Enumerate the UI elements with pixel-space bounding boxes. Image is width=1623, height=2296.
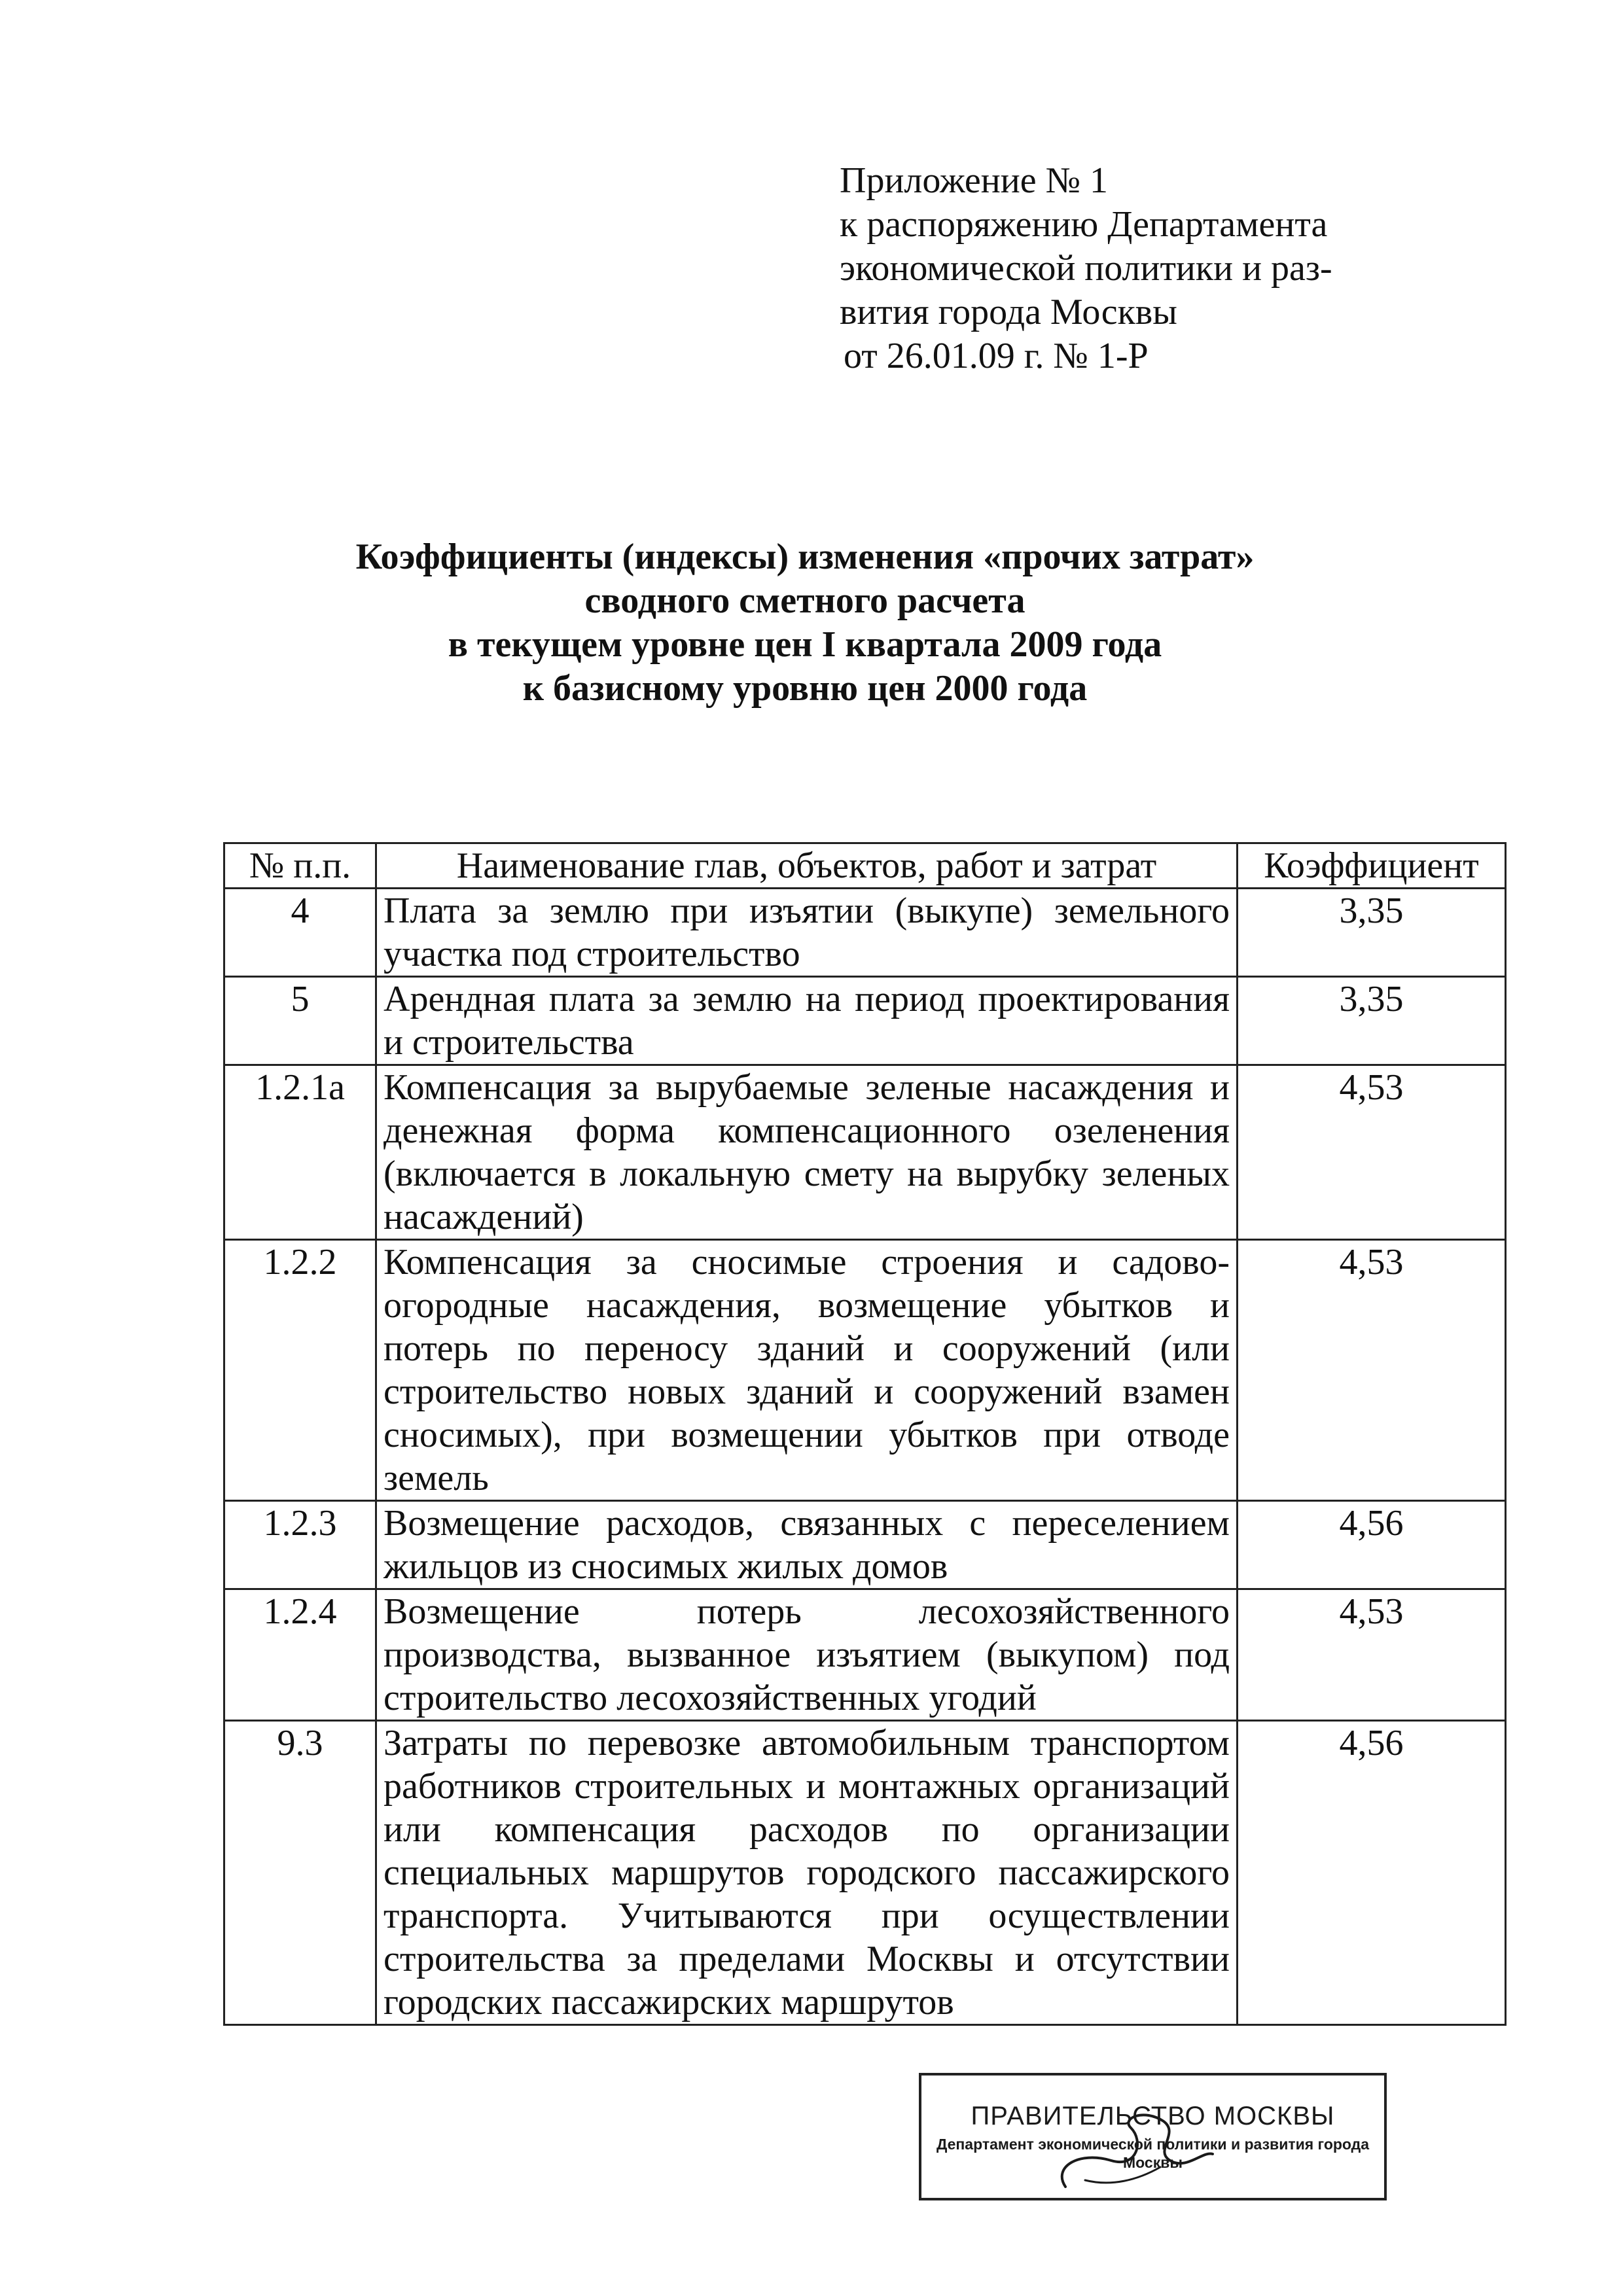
appendix-line-3: экономической политики и раз-	[840, 248, 1332, 289]
coefficients-table	[223, 842, 1507, 2026]
official-stamp	[919, 2073, 1387, 2200]
row-coefficient: 3,35	[1238, 977, 1506, 1065]
row-coefficient: 4,53	[1238, 1065, 1506, 1240]
row-name: Возмещение потерь лесохозяйственного производства, вызванное изъятием (выкупом) под строительство лесохозяйственных угодий	[376, 1589, 1238, 1721]
row-coefficient: 4,56	[1238, 1501, 1506, 1589]
title-line-4: к базисному уровню цен 2000 года	[522, 668, 1088, 709]
row-name: Компенсация за сносимые строения и садово-огородные насаждения, возмещение убытков и потерь по переносу зданий и сооружений (или строительство новых зданий и сооружений взамен сносимых), при возмещении убытков при отводе земель	[376, 1240, 1238, 1501]
row-num: 1.2.4	[224, 1589, 376, 1721]
header-name: Наименование глав, объектов, работ и затрат	[376, 843, 1238, 889]
row-coefficient: 3,35	[1238, 889, 1506, 977]
stamp-department: Департамент экономической политики и развития города Москвы	[936, 2136, 1370, 2171]
row-name: Плата за землю при изъятии (выкупе) земельного участка под строительство	[376, 889, 1238, 977]
row-coefficient: 4,56	[1238, 1721, 1506, 2025]
row-num: 1.2.3	[224, 1501, 376, 1589]
row-name: Компенсация за вырубаемые зеленые насаждения и денежная форма компенсационного озеленения (включается в локальную смету на вырубку зеленых насаждений)	[376, 1065, 1238, 1240]
row-num: 4	[224, 889, 376, 977]
table-row	[224, 1240, 1506, 1501]
table-row	[224, 889, 1506, 977]
table-row	[224, 1589, 1506, 1721]
appendix-line-5: от 26.01.09 г. № 1-Р	[844, 336, 1149, 376]
title-line-3: в текущем уровне цен I квартала 2009 года	[448, 624, 1162, 665]
header-coefficient: Коэффициент	[1238, 843, 1506, 889]
signature-icon	[1039, 2089, 1236, 2200]
document-title	[190, 535, 1420, 711]
appendix-line-4: вития города Москвы	[840, 292, 1177, 332]
table-row	[224, 1721, 1506, 2025]
table-row	[224, 977, 1506, 1065]
table-row	[224, 1065, 1506, 1240]
appendix-block	[840, 159, 1429, 378]
appendix-line-2: к распоряжению Департамента	[840, 204, 1328, 245]
appendix-line-1: Приложение № 1	[840, 160, 1108, 201]
title-line-1: Коэффициенты (индексы) изменения «прочих затрат»	[355, 537, 1255, 577]
row-name: Затраты по перевозке автомобильным транспортом работников строительных и монтажных организаций или компенсация расходов по организации специальных маршрутов городского пассажирского транспорта. Учитываются при осуществлении строительства за пределами Москвы и отсутствии городских пассажирских маршрутов	[376, 1721, 1238, 2025]
header-num: № п.п.	[224, 843, 376, 889]
row-coefficient: 4,53	[1238, 1589, 1506, 1721]
table-row	[224, 1501, 1506, 1589]
row-num: 1.2.2	[224, 1240, 376, 1501]
stamp-organization: ПРАВИТЕЛЬСТВО МОСКВЫ	[971, 2102, 1335, 2130]
row-name: Арендная плата за землю на период проектирования и строительства	[376, 977, 1238, 1065]
title-line-2: сводного сметного расчета	[584, 580, 1026, 621]
row-num: 1.2.1а	[224, 1065, 376, 1240]
row-name: Возмещение расходов, связанных с переселением жильцов из сносимых жилых домов	[376, 1501, 1238, 1589]
row-num: 9.3	[224, 1721, 376, 2025]
table-header-row	[224, 843, 1506, 889]
row-coefficient: 4,53	[1238, 1240, 1506, 1501]
row-num: 5	[224, 977, 376, 1065]
